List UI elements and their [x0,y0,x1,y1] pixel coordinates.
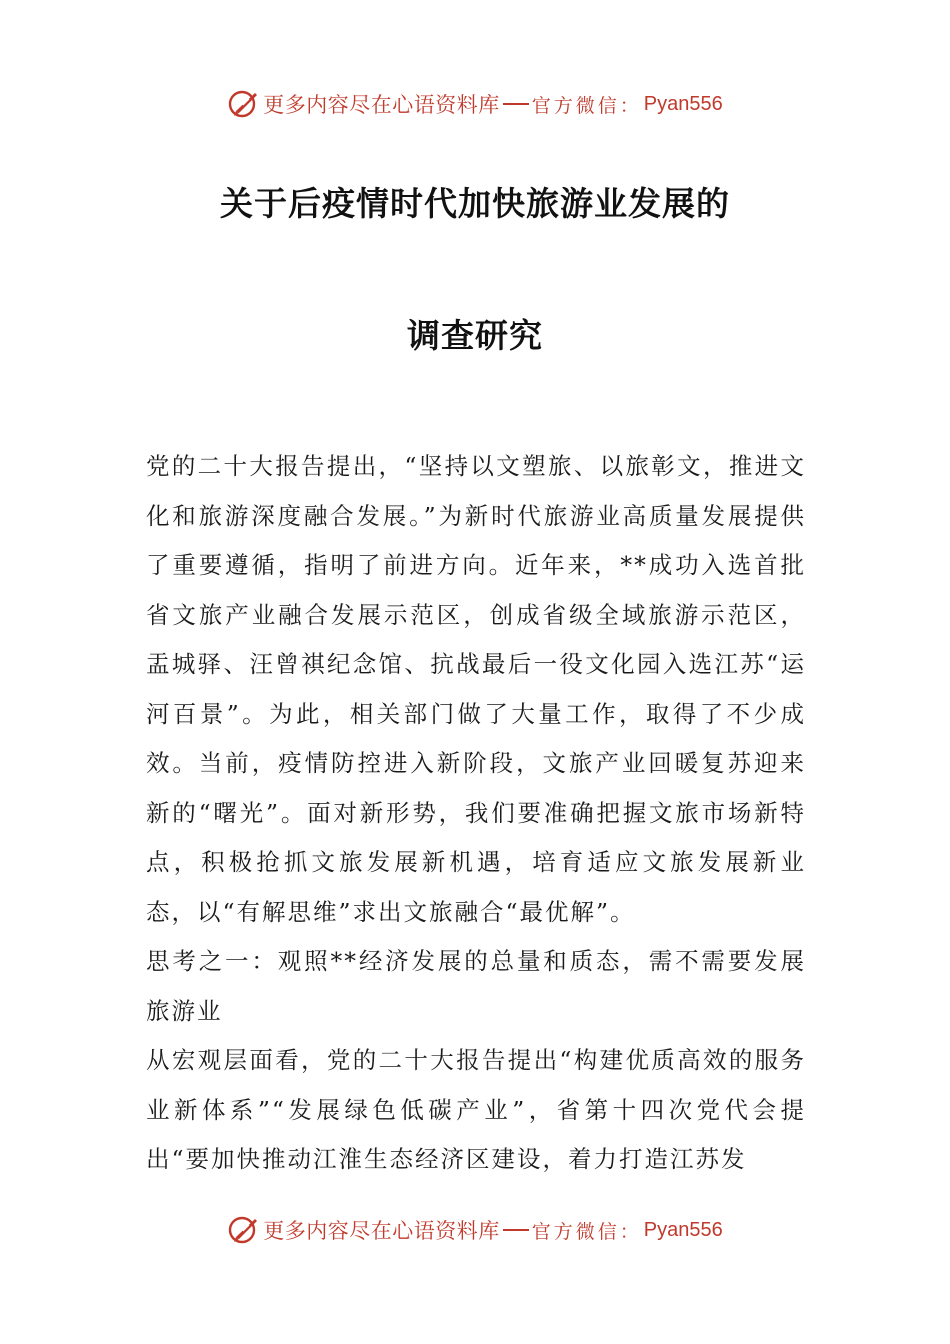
banner-wechat-id: Pyan556 [643,92,723,115]
banner-wechat-label: 官方微信： [531,1220,642,1243]
banner-title: 更多内容尽在心语资料库 [263,93,500,117]
section-heading-1: 思考之一：观照**经济发展的总量和质态，需不需要发展旅游业 [146,947,806,1025]
quill-logo-icon [227,1213,261,1247]
header-banner [0,84,950,124]
document-title-line-1: 关于后疫情时代加快旅游业发展的 [220,184,730,223]
document-title-line-2: 调查研究 [407,316,543,355]
banner-dash [503,103,529,105]
banner-wechat-label: 官方微信： [531,94,642,117]
banner-wechat-id: Pyan556 [643,1218,723,1241]
banner-dash [503,1229,529,1231]
document-body [146,442,806,1185]
footer-banner [0,1210,950,1250]
banner-title: 更多内容尽在心语资料库 [263,1219,500,1243]
paragraph-macro-view: 从宏观层面看，党的二十大报告提出“构建优质高效的服务业新体系”“发展绿色低碳产业”，省第十四次党代会提出“要加快推动江淮生态经济区建设，着力打造江苏发 [146,1046,806,1173]
paragraph-intro: 党的二十大报告提出，“坚持以文塑旅、以旅彰文，推进文化和旅游深度融合发展。”为新时代旅游业高质量发展提供了重要遵循，指明了前进方向。近年来，**成功入选首批省文旅产业融合发展示范区，创成省级全域旅游示范区，盂城驿、汪曾祺纪念馆、抗战最后一役文化园入选江苏“运河百景”。为此，相关部门做了大量工作，取得了不少成效。当前，疫情防控进入新阶段，文旅产业回暖复苏迎来新的“曙光”。面对新形势，我们要准确把握文旅市场新特点，积极抢抓文旅发展新机遇，培育适应文旅发展新业态，以“有解思维”求出文旅融合“最优解”。 [146,452,806,926]
quill-logo-icon [227,87,261,121]
